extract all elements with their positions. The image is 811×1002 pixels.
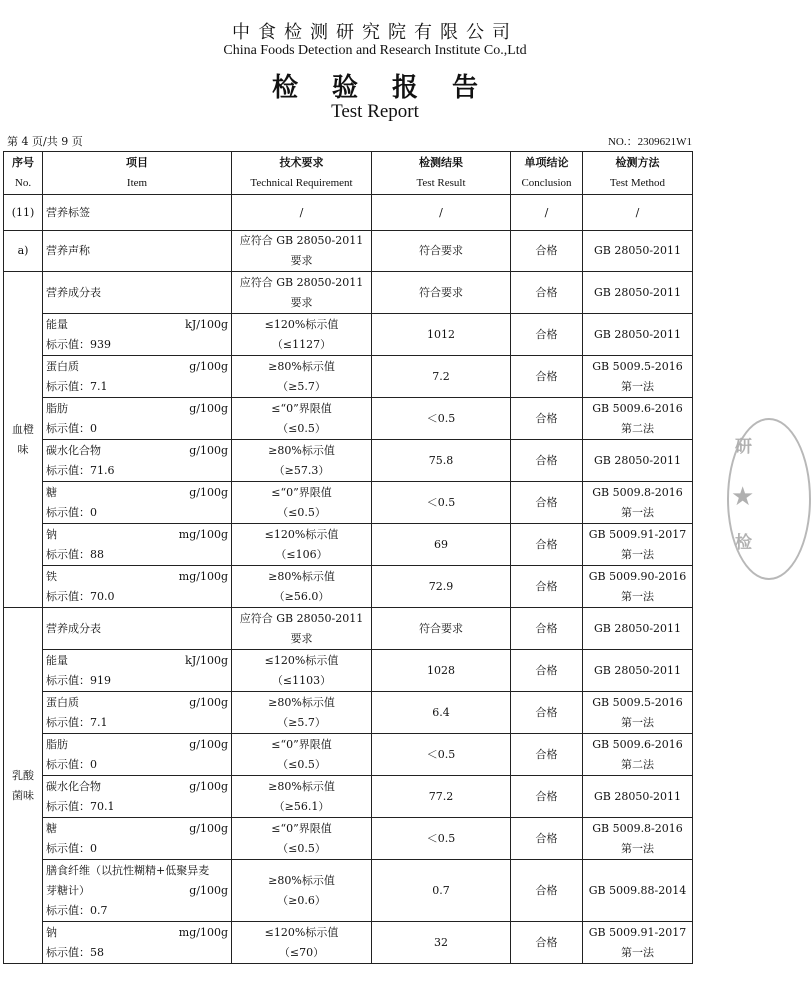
row-conclusion: 合格 — [511, 650, 583, 692]
row-item: 营养成分表 — [43, 608, 232, 650]
official-seal-stamp — [727, 418, 811, 580]
row-result: ＜0.5 — [372, 398, 511, 440]
row-conclusion: 合格 — [511, 356, 583, 398]
row-item: 能量 kJ/100g 标示值：939 — [43, 314, 232, 356]
row-item: 糖 g/100g 标示值：0 — [43, 818, 232, 860]
row-method: GB 5009.90-2016 第一法 — [583, 566, 693, 608]
row-requirement: ≥80%标示值 （≥5.7） — [232, 356, 372, 398]
row-method: GB 28050-2011 — [583, 272, 693, 314]
row-result: 1012 — [372, 314, 511, 356]
table-row — [4, 314, 693, 356]
table-row — [4, 818, 693, 860]
table-row — [4, 776, 693, 818]
row-conclusion: 合格 — [511, 734, 583, 776]
row-requirement: ≤120%标示值 （≤70） — [232, 922, 372, 964]
row-conclusion: 合格 — [511, 524, 583, 566]
row-item: 膳食纤维（以抗性糊精+低聚异麦 芽糖计） g/100g 标示值：0.7 — [43, 860, 232, 922]
table-row — [4, 356, 693, 398]
col-header-conclusion: 单项结论 Conclusion — [511, 152, 583, 195]
row-method: GB 5009.5-2016 第一法 — [583, 692, 693, 734]
table-row — [4, 650, 693, 692]
row-method: GB 28050-2011 — [583, 440, 693, 482]
row-item: 脂肪 g/100g 标示值：0 — [43, 398, 232, 440]
row-no: a) — [4, 231, 43, 272]
row-conclusion: 合格 — [511, 231, 583, 272]
row-result: 符合要求 — [372, 272, 511, 314]
row-result: ＜0.5 — [372, 482, 511, 524]
row-requirement: / — [232, 195, 372, 231]
row-item: 碳水化合物 g/100g 标示值：70.1 — [43, 776, 232, 818]
table-row-a — [4, 231, 693, 272]
row-conclusion: / — [511, 195, 583, 231]
row-item: 能量 kJ/100g 标示值：919 — [43, 650, 232, 692]
row-result: 7.2 — [372, 356, 511, 398]
group-label-blood-orange: 血橙 味 — [4, 272, 43, 608]
row-requirement: ≤“0”界限值 （≤0.5） — [232, 398, 372, 440]
row-result: ＜0.5 — [372, 818, 511, 860]
row-conclusion: 合格 — [511, 482, 583, 524]
table-row — [4, 692, 693, 734]
row-conclusion: 合格 — [511, 818, 583, 860]
row-conclusion: 合格 — [511, 608, 583, 650]
row-item: 铁 mg/100g 标示值：70.0 — [43, 566, 232, 608]
row-conclusion: 合格 — [511, 566, 583, 608]
row-requirement: ≤120%标示值 （≤1127） — [232, 314, 372, 356]
col-header-result: 检测结果 Test Result — [372, 152, 511, 195]
row-conclusion: 合格 — [511, 314, 583, 356]
row-result: 0.7 — [372, 860, 511, 922]
row-requirement: ≤“0”界限值 （≤0.5） — [232, 734, 372, 776]
row-method: GB 28050-2011 — [583, 231, 693, 272]
row-result: 69 — [372, 524, 511, 566]
org-name-en: China Foods Detection and Research Institute Co.,Ltd — [223, 43, 527, 58]
row-method: GB 5009.88-2014 — [583, 860, 693, 922]
row-item: 钠 mg/100g 标示值：58 — [43, 922, 232, 964]
stamp-char: 检 — [735, 533, 752, 553]
col-header-method: 检测方法 Test Method — [583, 152, 693, 195]
page-info: 第 4 页/共 9 页 — [7, 135, 83, 148]
row-result: 1028 — [372, 650, 511, 692]
row-conclusion: 合格 — [511, 272, 583, 314]
row-requirement: 应符合 GB 28050-2011 要求 — [232, 272, 372, 314]
row-method: / — [583, 195, 693, 231]
row-no: (11) — [4, 195, 43, 231]
row-item: 脂肪 g/100g 标示值：0 — [43, 734, 232, 776]
row-result: 符合要求 — [372, 231, 511, 272]
row-requirement: ≥80%标示值 （≥0.6） — [232, 860, 372, 922]
row-method: GB 5009.6-2016 第二法 — [583, 734, 693, 776]
row-method: GB 5009.91-2017 第一法 — [583, 922, 693, 964]
row-method: GB 5009.8-2016 第一法 — [583, 818, 693, 860]
row-item: 钠 mg/100g 标示值：88 — [43, 524, 232, 566]
row-method: GB 5009.8-2016 第一法 — [583, 482, 693, 524]
row-requirement: ≤120%标示值 （≤106） — [232, 524, 372, 566]
row-item: 营养标签 — [43, 195, 232, 231]
row-result: 6.4 — [372, 692, 511, 734]
row-result: 32 — [372, 922, 511, 964]
stamp-char: 研 — [735, 437, 752, 457]
row-item: 糖 g/100g 标示值：0 — [43, 482, 232, 524]
org-name-cn: 中食检测研究院有限公司 — [232, 22, 518, 43]
row-method: GB 5009.91-2017 第一法 — [583, 524, 693, 566]
row-item: 营养声称 — [43, 231, 232, 272]
table-row — [4, 524, 693, 566]
table-row — [4, 734, 693, 776]
row-conclusion: 合格 — [511, 398, 583, 440]
report-title-en: Test Report — [331, 101, 419, 122]
row-item: 蛋白质 g/100g 标示值：7.1 — [43, 356, 232, 398]
col-header-item: 项目 Item — [43, 152, 232, 195]
row-item: 蛋白质 g/100g 标示值：7.1 — [43, 692, 232, 734]
table-header-row — [4, 152, 693, 195]
row-conclusion: 合格 — [511, 776, 583, 818]
row-method: GB 28050-2011 — [583, 650, 693, 692]
col-header-no: 序号 No. — [4, 152, 43, 195]
row-method: GB 28050-2011 — [583, 314, 693, 356]
row-method: GB 5009.6-2016 第二法 — [583, 398, 693, 440]
table-row — [4, 608, 693, 650]
row-requirement: ≥80%标示值 （≥57.3） — [232, 440, 372, 482]
table-row — [4, 482, 693, 524]
row-item: 碳水化合物 g/100g 标示值：71.6 — [43, 440, 232, 482]
table-row — [4, 440, 693, 482]
row-requirement: 应符合 GB 28050-2011 要求 — [232, 608, 372, 650]
row-result: 符合要求 — [372, 608, 511, 650]
row-conclusion: 合格 — [511, 440, 583, 482]
row-result: 72.9 — [372, 566, 511, 608]
row-requirement: ≥80%标示值 （≥56.0） — [232, 566, 372, 608]
test-report-table — [3, 151, 693, 964]
row-result: 77.2 — [372, 776, 511, 818]
row-result: 75.8 — [372, 440, 511, 482]
col-header-requirement: 技术要求 Technical Requirement — [232, 152, 372, 195]
row-conclusion: 合格 — [511, 692, 583, 734]
row-requirement: ≤“0”界限值 （≤0.5） — [232, 818, 372, 860]
row-requirement: 应符合 GB 28050-2011 要求 — [232, 231, 372, 272]
table-row — [4, 272, 693, 314]
table-row — [4, 566, 693, 608]
row-result: / — [372, 195, 511, 231]
table-row — [4, 922, 693, 964]
row-requirement: ≤120%标示值 （≤1103） — [232, 650, 372, 692]
report-number: NO.：2309621W1 — [607, 136, 692, 148]
row-method: GB 28050-2011 — [583, 776, 693, 818]
table-row-11 — [4, 195, 693, 231]
star-icon: ★ — [731, 482, 755, 512]
table-row — [4, 398, 693, 440]
group-label-lactobacillus: 乳酸 菌味 — [4, 608, 43, 964]
row-requirement: ≤“0”界限值 （≤0.5） — [232, 482, 372, 524]
row-result: ＜0.5 — [372, 734, 511, 776]
row-requirement: ≥80%标示值 （≥5.7） — [232, 692, 372, 734]
row-requirement: ≥80%标示值 （≥56.1） — [232, 776, 372, 818]
report-title-cn: 检验报告 — [271, 73, 512, 103]
table-row — [4, 860, 693, 922]
row-item: 营养成分表 — [43, 272, 232, 314]
row-conclusion: 合格 — [511, 922, 583, 964]
row-conclusion: 合格 — [511, 860, 583, 922]
row-method: GB 5009.5-2016 第一法 — [583, 356, 693, 398]
row-method: GB 28050-2011 — [583, 608, 693, 650]
